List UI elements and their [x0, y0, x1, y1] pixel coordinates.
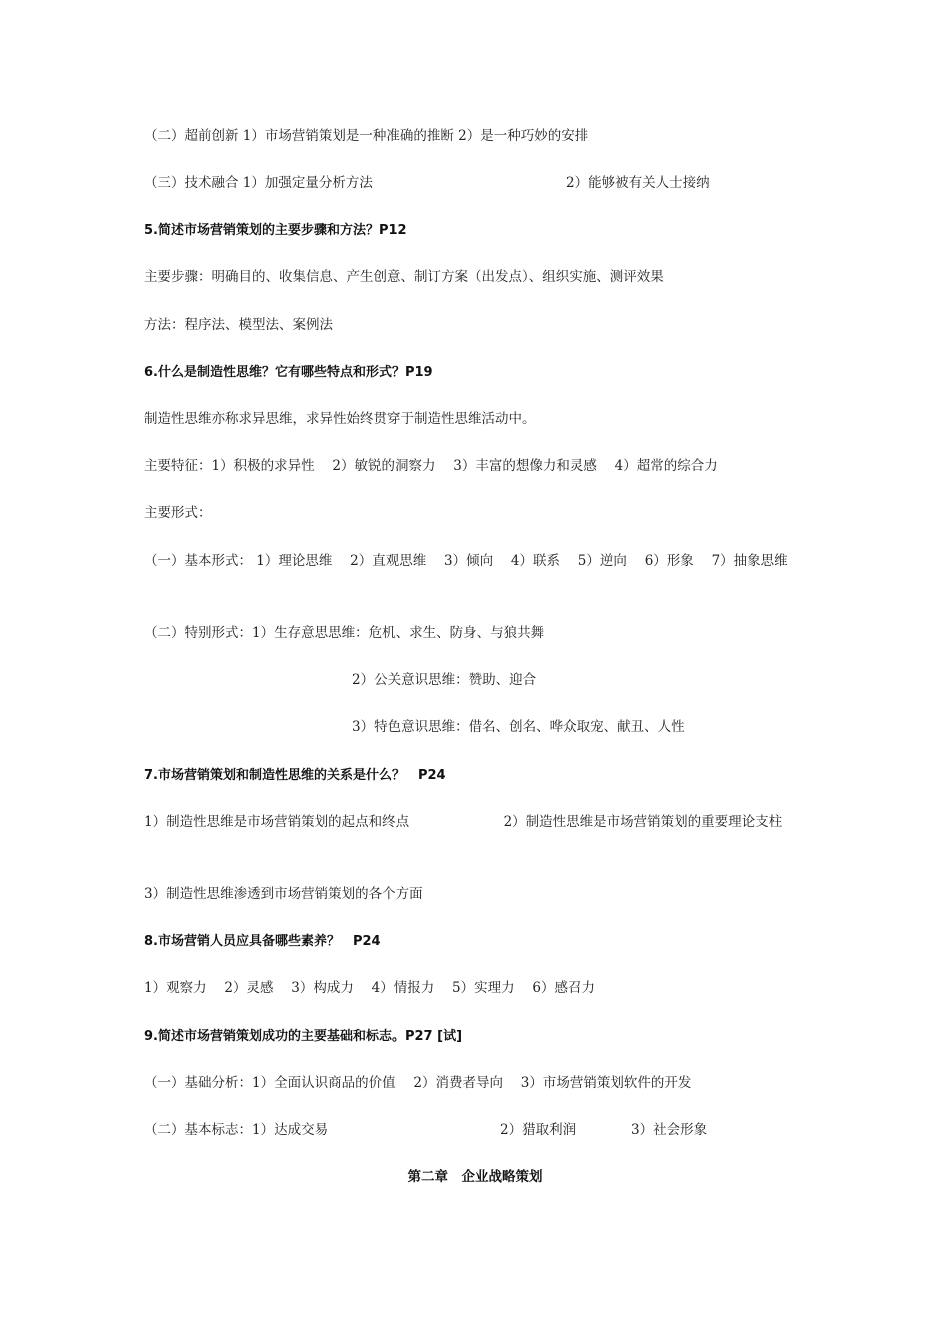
question-heading: 6.什么是制造性思维？它有哪些特点和形式？P19	[144, 365, 433, 380]
text-line: 1）观察力 2）灵感 3）构成力 4）情报力 5）实理力 6）感召力	[144, 980, 595, 996]
question-heading: 9.简述市场营销策划成功的主要基础和标志。P27 [试]	[144, 1029, 463, 1044]
text-line: （二）超前创新 1）市场营销策划是一种准确的推断 2）是一种巧妙的安排	[144, 128, 589, 144]
chapter-title: 第二章 企业战略策划	[407, 1169, 543, 1185]
text-line: 主要步骤：明确目的、收集信息、产生创意、制订方案（出发点）、组织实施、测评效果	[144, 269, 664, 285]
text-line: （二）基本标志：1）达成交易	[144, 1122, 329, 1138]
text-line: 3）特色意识思维：借名、创名、哗众取宠、献丑、人性	[352, 719, 685, 735]
text-paragraph: 1）制造性思维是市场营销策划的起点和终点 2）制造性思维是市场营销策划的重要理论支柱	[144, 814, 783, 830]
text-line: 方法：程序法、模型法、案例法	[144, 317, 333, 333]
question-heading: 7.市场营销策划和制造性思维的关系是什么？ P24	[144, 768, 446, 783]
text-line: 主要特征：1）积极的求异性 2）敏锐的洞察力 3）丰富的想像力和灵感 4）超常的综合力	[144, 458, 718, 474]
text-line: 2）猎取利润	[500, 1122, 577, 1138]
text-line: 3）社会形象	[631, 1122, 708, 1138]
text-line: 2）公关意识思维：赞助、迎合	[352, 672, 537, 688]
text-line: （一）基础分析：1）全面认识商品的价值 2）消费者导向 3）市场营销策划软件的开发	[144, 1075, 692, 1091]
question-heading: 5.简述市场营销策划的主要步骤和方法？P12	[144, 223, 407, 238]
text-line: （二）特别形式：1）生存意思思维：危机、求生、防身、与狼共舞	[144, 625, 545, 641]
text-paragraph: （一）基本形式： 1）理论思维 2）直观思维 3）倾向 4）联系 5）逆向 6）形象 7）抽象思维	[144, 553, 788, 569]
question-heading: 8.市场营销人员应具备哪些素养？ P24	[144, 934, 381, 949]
text-line: 主要形式：	[144, 505, 212, 521]
text-line: （三）技术融合 1）加强定量分析方法	[144, 175, 373, 191]
text-line: 3）制造性思维渗透到市场营销策划的各个方面	[144, 886, 423, 902]
text-line: 2）能够被有关人士接纳	[566, 175, 710, 191]
text-line: 制造性思维亦称求异思维，求异性始终贯穿于制造性思维活动中。	[144, 411, 536, 427]
